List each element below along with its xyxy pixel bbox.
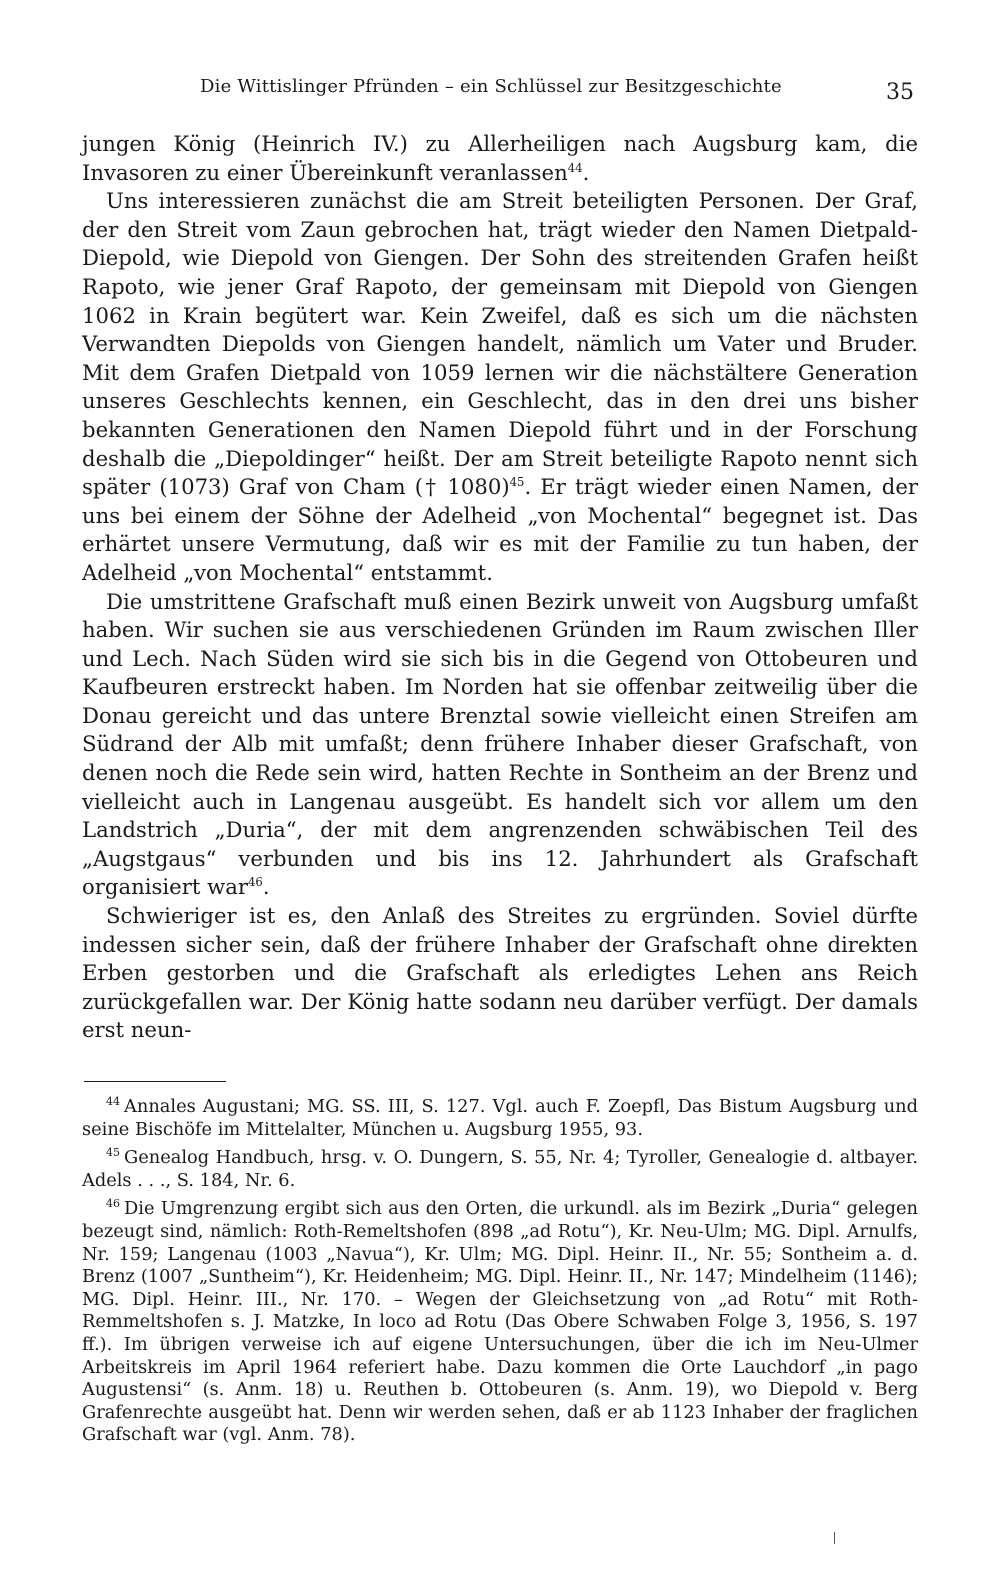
footnote-ref-46: 46	[247, 875, 263, 890]
body-text	[82, 130, 918, 1045]
paragraph-3-tail: .	[262, 874, 270, 900]
footnote-46	[82, 1198, 918, 1447]
footnote-divider	[84, 1081, 226, 1082]
paragraph-4	[82, 902, 918, 1045]
footnote-ref-45: 45	[509, 475, 525, 490]
paragraph-3	[82, 588, 918, 903]
paragraph-1	[82, 130, 918, 187]
paragraph-2-text-b: . Er trägt wieder einen Namen, der uns bei einem der Söhne der Adelheid „von Mochental“ begegnet ist. Das erhärtet unsere Vermutung, daß wir es mit der Familie zu tun haben, der Adelheid „von Mochental“ entstammt.	[82, 474, 919, 585]
footnote-45	[82, 1147, 918, 1192]
paragraph-2-text-a: Uns interessieren zunächst die am Streit beteiligten Personen. Der Graf, der den Streit vom Zaun gebrochen hat, trägt wieder den Namen Dietpald-Diepold, wie Diepold von Giengen. Der Sohn des streitenden Grafen heißt Rapoto, wie jener Graf Rapoto, der gemeinsam mit Diepold von Giengen 1062 in Krain begütert war. Kein Zweifel, daß es sich um die nächsten Verwandten Diepolds von Giengen handelt, nämlich um Vater und Bruder. Mit dem Grafen Dietpald von 1059 lernen wir die nächstältere Generation unseres Geschlechts kennen, ein Geschlecht, das in den drei uns bisher bekannten Generationen den Namen Diepold führt und in der Forschung deshalb die „Diepoldinger“ heißt. Der am Streit beteiligte Rapoto nennt sich später (1073) Graf von Cham († 1080)	[82, 188, 918, 500]
paragraph-1-text: jungen König (Heinrich IV.) zu Allerheiligen nach Augsburg kam, die Invasoren zu einer Übereinkunft veranlassen	[82, 131, 918, 185]
footnote-text: Die Umgrenzung ergibt sich aus den Orten, die urkundl. als im Bezirk „Duria“ gelegen bezeugt sind, nämlich: Roth-Remeltshofen (898 „ad Rotu“), Kr. Neu-Ulm; MG. Dipl. Arnulfs, Nr. 159; Langenau (1003 „Navua“), Kr. Ulm; MG. Dipl. Heinr. II., Nr. 55; Sontheim a. d. Brenz (1007 „Suntheim“), Kr. Heidenheim; MG. Dipl. Heinr. II., Nr. 147; Mindelheim (1146); MG. Dipl. Heinr. III., Nr. 170. – Wegen der Gleichsetzung von „ad Rotu“ mit Roth-Remmeltshofen s. J. Matzke, In loco ad Rotu (Das Obere Schwaben Folge 3, 1956, S. 197 ff.). Im übrigen verweise ich auf eigene Untersuchungen, über die ich im Neu-Ulmer Arbeitskreis im April 1964 referiert habe. Dazu kommen die Orte Lauchdorf „in pago Augustensi“ (s. Anm. 18) u. Reuthen b. Ottobeuren (s. Anm. 19), wo Diepold v. Berg Grafenrechte ausgeübt hat. Denn wir werden sehen, daß er ab 1123 Inhaber der fraglichen Grafschaft war (vgl. Anm. 78).	[82, 1198, 918, 1446]
running-header	[82, 76, 918, 106]
footnote-number: 45	[106, 1146, 121, 1160]
footnote-number: 46	[106, 1197, 121, 1211]
footnote-text: Genealog Handbuch, hrsg. v. O. Dungern, S. 55, Nr. 4; Tyroller, Genealogie d. altbayer. Adels . . ., S. 184, Nr. 6.	[82, 1147, 918, 1191]
paragraph-3-text: Die umstrittene Grafschaft muß einen Bezirk unweit von Augsburg umfaßt haben. Wir suchen sie aus verschiedenen Gründen im Raum zwischen Iller und Lech. Nach Süden wird sie sich bis in die Gegend von Ottobeuren und Kaufbeuren erstreckt haben. Im Norden hat sie offenbar zeitweilig über die Donau gereicht und das untere Brenztal sowie vielleicht einen Streifen am Südrand der Alb mit umfaßt; denn frühere Inhaber dieser Grafschaft, von denen noch die Rede sein wird, hatten Rechte in Sontheim an der Brenz und vielleicht auch in Langenau ausgeübt. Es handelt sich vor allem um den Landstrich „Duria“, der mit dem angrenzenden schwäbischen Teil des „Augstgaus“ verbunden und bis ins 12. Jahrhundert als Grafschaft organisiert war	[82, 588, 918, 900]
paragraph-4-text: Schwieriger ist es, den Anlaß des Streites zu ergründen. Soviel dürfte indessen sicher sein, daß der frühere Inhaber der Grafschaft ohne direkten Erben gestorben und die Grafschaft als erledigtes Lehen ans Reich zurückgefallen war. Der König hatte sodann neu darüber verfügt. Der damals erst neun-	[82, 903, 918, 1043]
footnote-44	[82, 1096, 918, 1141]
footnote-ref-44: 44	[567, 160, 583, 175]
paragraph-1-tail: .	[582, 159, 590, 185]
footnotes	[82, 1096, 918, 1453]
page-number: 35	[886, 80, 914, 105]
footnote-text: Annales Augustani; MG. SS. III, S. 127. Vgl. auch F. Zoepfl, Das Bistum Augsburg und seine Bischöfe im Mittelalter, München u. Augsburg 1955, 93.	[82, 1096, 918, 1140]
scan-artifact-mark	[834, 1532, 835, 1544]
paragraph-2	[82, 187, 918, 587]
footnote-number: 44	[106, 1095, 121, 1109]
running-title: Die Wittislinger Pfründen – ein Schlüssel zur Besitzgeschichte	[200, 76, 782, 97]
